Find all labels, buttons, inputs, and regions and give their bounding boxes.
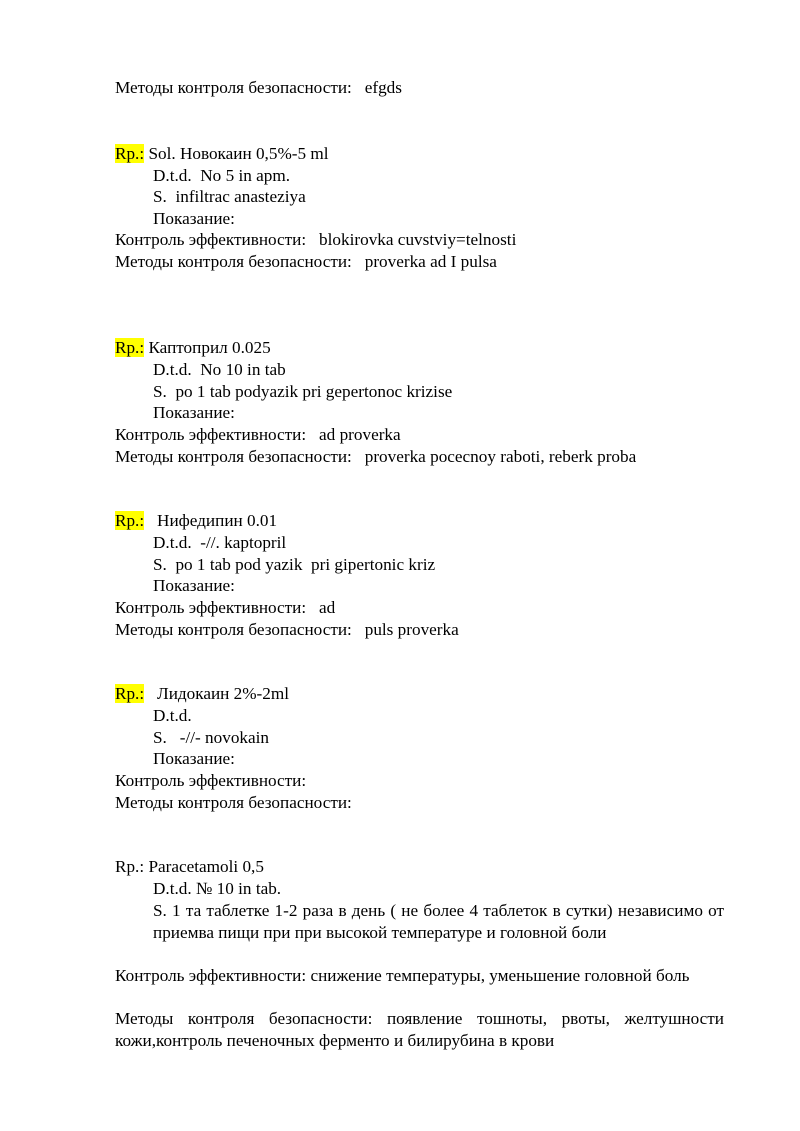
drug-name: Каптоприл 0.025 bbox=[148, 338, 271, 357]
rx-3-efficacy bbox=[115, 597, 335, 619]
efficacy-label: Контроль эффективности: bbox=[115, 771, 307, 790]
rx-4-header bbox=[115, 683, 289, 705]
rp-label: Rp.: bbox=[115, 338, 145, 357]
rx-4-dtd: D.t.d. bbox=[153, 706, 192, 725]
drug-name: Paracetamoli 0,5 bbox=[148, 857, 264, 876]
rx-3-dtd: D.t.d. -//. kaptopril bbox=[153, 533, 287, 552]
safety-label: Методы контроля безопасности: bbox=[115, 252, 352, 271]
rx-5-safety bbox=[115, 1008, 724, 1051]
drug-name: Sol. Новокаин 0,5%-5 ml bbox=[148, 144, 329, 163]
efficacy-label: Контроль эффективности: bbox=[115, 598, 307, 617]
efficacy-label: Контроль эффективности: bbox=[115, 425, 307, 444]
rx-5-signa: S. 1 та таблетке 1-2 раза в день ( не более 4 таблеток в сутки) независимо от приемва пищи при при высокой температуре и головной боли bbox=[153, 901, 724, 942]
rx-4-signa: S. -//- novokain bbox=[153, 728, 270, 747]
rp-label: Rp.: bbox=[115, 511, 145, 530]
rx-3-signa: S. po 1 tab pod yazik pri gipertonic kriz bbox=[153, 555, 436, 574]
rx-2-header bbox=[115, 337, 271, 359]
efficacy-value: ad bbox=[319, 598, 336, 617]
rp-label: Rp.: bbox=[115, 144, 145, 163]
top-safety-methods-line bbox=[115, 77, 402, 99]
efficacy-value: ad proverka bbox=[319, 425, 401, 444]
rx-4-safety bbox=[115, 792, 352, 814]
drug-name: Лидокаин 2%-2ml bbox=[157, 684, 290, 703]
rx-4-indication: Показание: bbox=[153, 749, 235, 768]
rp-label: Rp.: bbox=[115, 684, 145, 703]
efficacy-value: blokirovka cuvstviy=telnosti bbox=[319, 230, 517, 249]
rx-2-signa: S. po 1 tab podyazik pri gepertonoc krizise bbox=[153, 382, 453, 401]
efficacy-label: Контроль эффективности: bbox=[115, 966, 307, 985]
rx-2-indication: Показание: bbox=[153, 403, 235, 422]
rx-5-header bbox=[115, 856, 264, 878]
safety-value: proverka ad I pulsa bbox=[364, 252, 497, 271]
rx-3-header bbox=[115, 510, 277, 532]
rx-1-dtd: D.t.d. No 5 in apm. bbox=[153, 166, 291, 185]
safety-label: Методы контроля безопасности: bbox=[115, 620, 352, 639]
rp-label: Rp.: bbox=[115, 857, 145, 876]
safety-label: Методы контроля безопасности: bbox=[115, 793, 352, 812]
efficacy-value: снижение температуры, уменьшение головной боль bbox=[310, 966, 690, 985]
drug-name: Нифедипин 0.01 bbox=[157, 511, 278, 530]
rx-1-header bbox=[115, 143, 329, 165]
efficacy-label: Контроль эффективности: bbox=[115, 230, 307, 249]
safety-methods-label: Методы контроля безопасности: bbox=[115, 78, 352, 97]
safety-methods-value: efgds bbox=[364, 78, 402, 97]
rx-1-efficacy bbox=[115, 229, 516, 251]
safety-value: puls proverka bbox=[364, 620, 459, 639]
rx-2-dtd: D.t.d. No 10 in tab bbox=[153, 360, 286, 379]
rx-5-dtd: D.t.d. № 10 in tab. bbox=[153, 879, 282, 898]
rx-1-safety bbox=[115, 251, 497, 273]
safety-label: Методы контроля безопасности: bbox=[115, 447, 352, 466]
rx-4-efficacy bbox=[115, 770, 306, 792]
rx-2-efficacy bbox=[115, 424, 401, 446]
rx-1-indication: Показание: bbox=[153, 209, 235, 228]
rx-3-safety bbox=[115, 619, 459, 641]
safety-label: Методы контроля безопасности: bbox=[115, 1009, 373, 1028]
rx-1-signa: S. infiltrac anasteziya bbox=[153, 187, 306, 206]
safety-value: появление тошноты, рвоты, желтушности кожи,контроль печеночных ферменто и билирубина в крови bbox=[115, 1009, 724, 1050]
safety-value: proverka pocecnoy raboti, reberk proba bbox=[364, 447, 637, 466]
rx-2-safety bbox=[115, 446, 636, 468]
rx-3-indication: Показание: bbox=[153, 576, 235, 595]
rx-5-efficacy bbox=[115, 965, 724, 987]
